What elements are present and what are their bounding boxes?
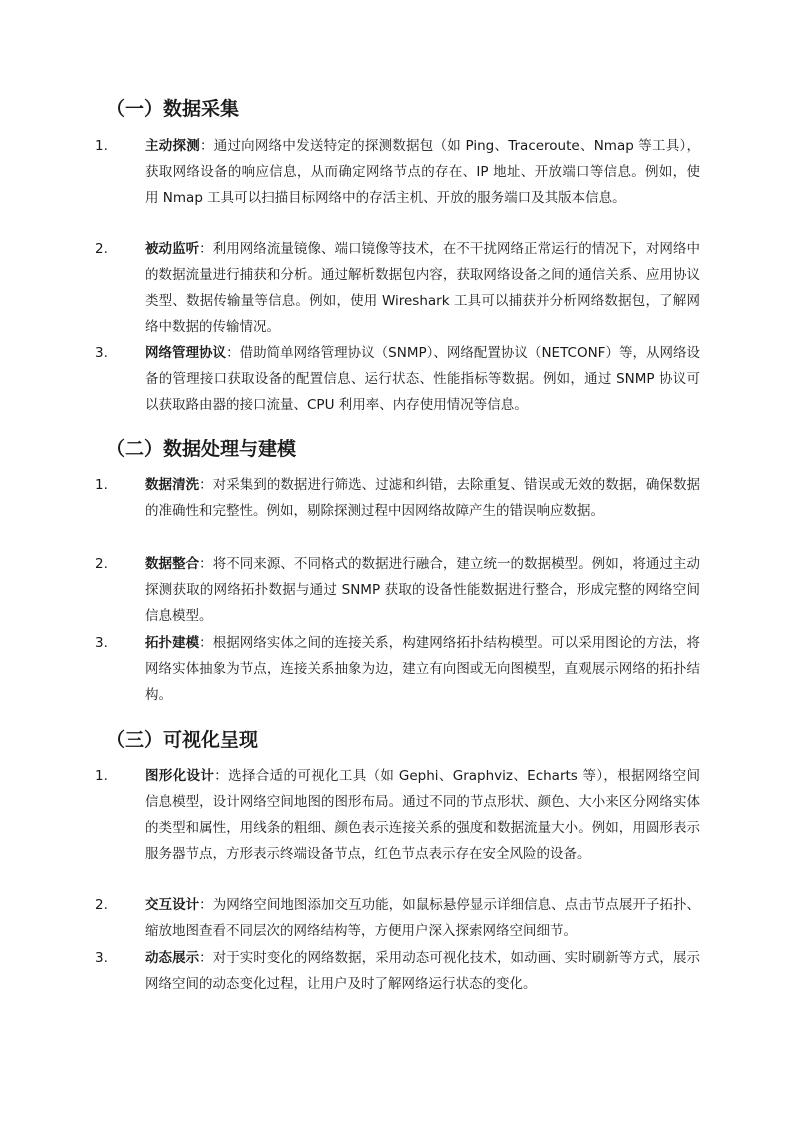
item-text	[145, 236, 700, 340]
item-term: 拓扑建模	[145, 635, 200, 651]
section-heading: （三）可视化呈现	[106, 729, 259, 751]
item-number: 2.	[95, 897, 108, 913]
item-body: ：将不同来源、不同格式的数据进行融合，建立统一的数据模型。例如，将通过主动探测获取的网络拓扑数据与通过 SNMP 获取的设备性能数据进行整合，形成完整的网络空间信息模型。	[145, 556, 701, 624]
item-number: 1.	[95, 138, 108, 154]
item-body: ：通过向网络中发送特定的探测数据包（如 Ping、Traceroute、Nmap 等工具），获取网络设备的响应信息，从而确定网络节点的存在、IP 地址、开放端口等信息。例如，使用 Nmap 工具可以扫描目标网络中的存活主机、开放的服务端口及其版本信息。	[145, 138, 701, 206]
item-term: 数据清洗	[145, 477, 200, 493]
item-number: 1.	[95, 768, 108, 784]
item-number: 1.	[95, 477, 108, 493]
item-text	[145, 630, 700, 708]
item-text	[145, 892, 700, 944]
item-text	[145, 340, 700, 418]
item-text	[145, 763, 700, 867]
item-body: ：借助简单网络管理协议（SNMP）、网络配置协议（NETCONF）等，从网络设备的管理接口获取设备的配置信息、运行状态、性能指标等数据。例如，通过 SNMP 协议可以获取路由器的接口流量、CPU 利用率、内存使用情况等信息。	[145, 345, 701, 413]
item-term: 网络管理协议	[145, 345, 227, 361]
item-body: ：选择合适的可视化工具（如 Gephi、Graphviz、Echarts 等），根据网络空间信息模型，设计网络空间地图的图形布局。通过不同的节点形状、颜色、大小来区分网络实体的类型和属性，用线条的粗细、颜色表示连接关系的强度和数据流量大小。例如，用圆形表示服务器节点，方形表示终端设备节点，红色节点表示存在安全风险的设备。	[145, 768, 701, 862]
item-body: ：为网络空间地图添加交互功能，如鼠标悬停显示详细信息、点击节点展开子拓扑、缩放地图查看不同层次的网络结构等，方便用户深入探索网络空间细节。	[145, 897, 701, 939]
section-heading: （一）数据采集	[106, 98, 240, 120]
item-number: 3.	[95, 950, 108, 966]
item-text	[145, 551, 700, 629]
item-body: ：对采集到的数据进行筛选、过滤和纠错，去除重复、错误或无效的数据，确保数据的准确性和完整性。例如，剔除探测过程中因网络故障产生的错误响应数据。	[145, 477, 701, 519]
item-term: 交互设计	[145, 897, 200, 913]
item-body: ：利用网络流量镜像、端口镜像等技术，在不干扰网络正常运行的情况下，对网络中的数据流量进行捕获和分析。通过解析数据包内容，获取网络设备之间的通信关系、应用协议类型、数据传输量等信息。例如，使用 Wireshark 工具可以捕获并分析网络数据包，了解网络中数据的传输情况。	[145, 241, 701, 335]
item-number: 2.	[95, 556, 108, 572]
item-body: ：对于实时变化的网络数据，采用动态可视化技术，如动画、实时刷新等方式，展示网络空间的动态变化过程，让用户及时了解网络运行状态的变化。	[145, 950, 701, 992]
item-term: 动态展示	[145, 950, 200, 966]
item-term: 被动监听	[145, 241, 200, 257]
item-text	[145, 945, 700, 997]
item-number: 3.	[95, 635, 108, 651]
item-text	[145, 133, 700, 211]
item-term: 主动探测	[145, 138, 200, 154]
item-term: 图形化设计	[145, 768, 215, 784]
item-number: 3.	[95, 345, 108, 361]
item-body: ：根据网络实体之间的连接关系，构建网络拓扑结构模型。可以采用图论的方法，将网络实体抽象为节点，连接关系抽象为边，建立有向图或无向图模型，直观展示网络的拓扑结构。	[145, 635, 701, 703]
section-heading: （二）数据处理与建模	[106, 438, 297, 460]
item-term: 数据整合	[145, 556, 200, 572]
item-text	[145, 472, 700, 524]
item-number: 2.	[95, 241, 108, 257]
